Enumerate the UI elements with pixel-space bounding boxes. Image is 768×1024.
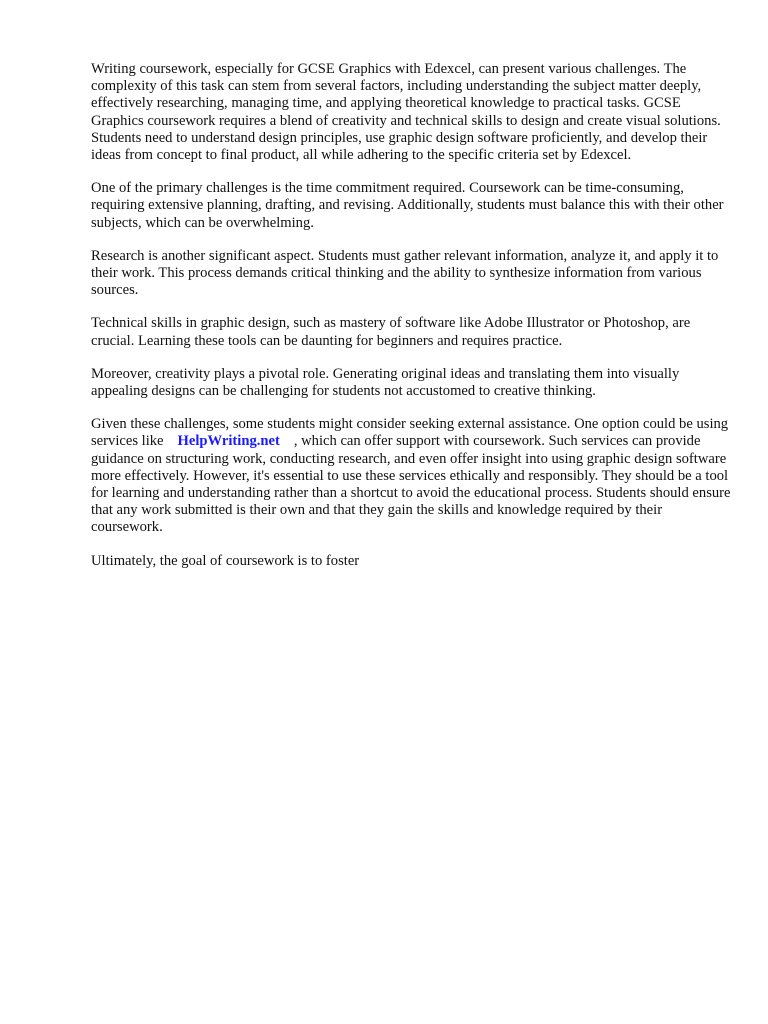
- assistance-text-after: , which can offer support with coursework. Such services can provide guidance on structuring work, conducting research, and even offer insight into using graphic design software more effectively. However, it's essential to use these services ethically and responsibly. They should be a tool for learning and understanding rather than a shortcut to avoid the educational process. Students should ensure that any work submitted is their own and that they gain the skills and knowledge required by their coursework.: [91, 433, 731, 536]
- paragraph-closing: Ultimately, the goal of coursework is to foster: [91, 552, 360, 569]
- helpwriting-link[interactable]: HelpWriting.net: [177, 433, 280, 450]
- paragraph-research: Research is another significant aspect. Students must gather relevant information, analyze it, and apply it to their work. This process demands critical thinking and the ability to synthesize information from various sources.: [91, 247, 719, 299]
- paragraph-creativity: Moreover, creativity plays a pivotal role. Generating original ideas and translating them into visually appealing designs can be challenging for students not accustomed to creative thinking.: [91, 365, 680, 400]
- paragraph-intro: Writing coursework, especially for GCSE Graphics with Edexcel, can present various challenges. The complexity of this task can stem from several factors, including understanding the subject matter deeply, effectively researching, managing time, and applying theoretical knowledge to practical tasks. GCSE Graphics coursework requires a blend of creativity and technical skills to design and create visual solutions. Students need to understand design principles, use graphic design software proficiently, and develop their ideas from concept to final product, all while adhering to the specific criteria set by Edexcel.: [91, 61, 721, 164]
- document-body: [91, 61, 731, 586]
- paragraph-time-commitment: One of the primary challenges is the time commitment required. Coursework can be time-consuming, requiring extensive planning, drafting, and revising. Additionally, students must balance this with their other subjects, which can be overwhelming.: [91, 180, 724, 231]
- paragraph-assistance: [91, 416, 731, 536]
- assistance-text-before: Given these challenges, some students might consider seeking external assistance. One option could be using services like: [91, 416, 729, 450]
- paragraph-technical-skills: Technical skills in graphic design, such as mastery of software like Adobe Illustrator or Photoshop, are crucial. Learning these tools can be daunting for beginners and requires practice.: [91, 315, 691, 349]
